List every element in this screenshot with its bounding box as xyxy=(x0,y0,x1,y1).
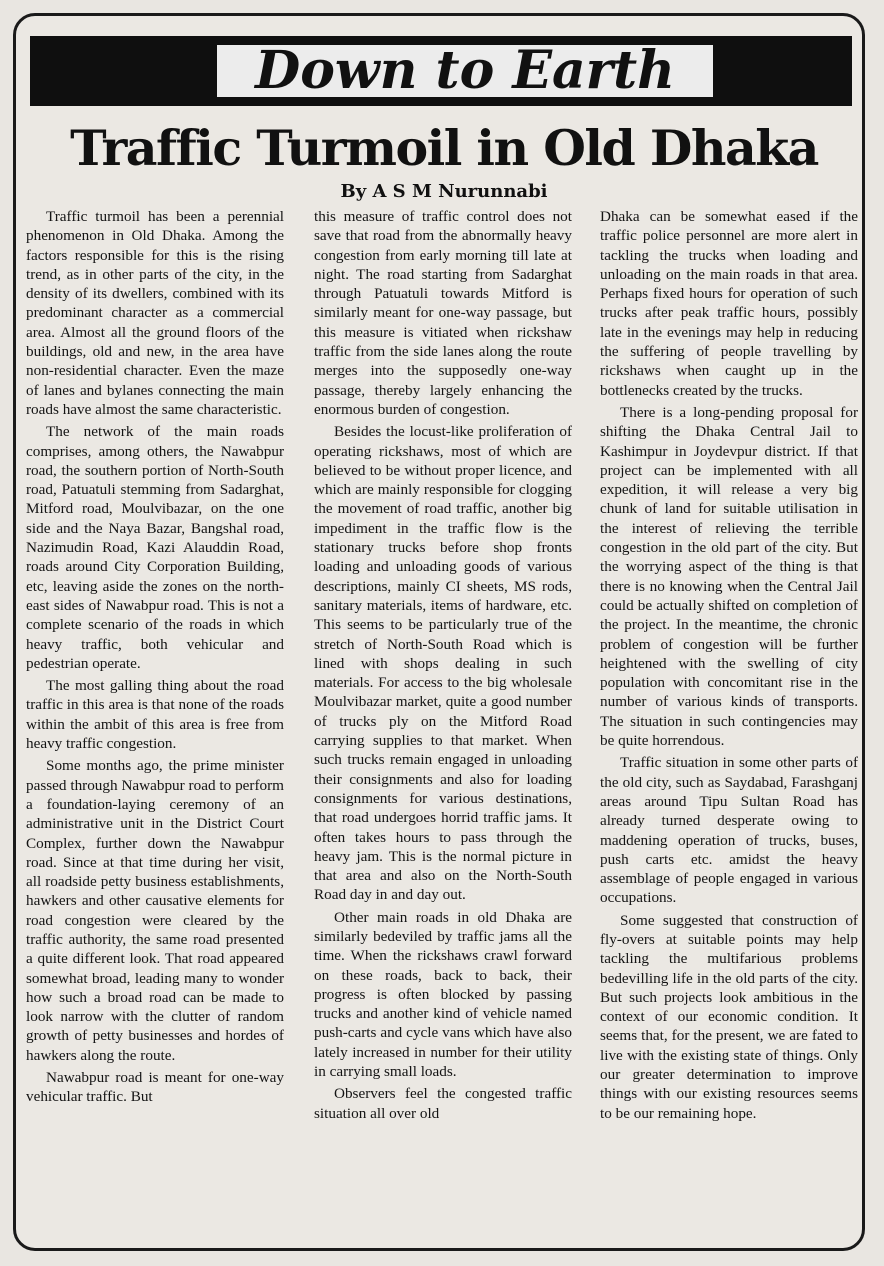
paragraph-continued: this measure of traffic control does not save that road from the abnormally heavy congestion from early morning till late at night. The road starting from Sadarghat through Patuatuli towards Mitford is similarly meant for one-way passage, but this measure is vitiated when rickshaw traffic from the side lanes along the route merges into the supposedly one-way passage, thereby largely enhancing the enormous burden of congestion. xyxy=(314,208,572,418)
paragraph: The most galling thing about the road traffic in this area is that none of the roads within the ambit of this area is free from heavy traffic congestion. xyxy=(26,677,284,753)
column-title: Down to Earth xyxy=(255,40,675,101)
text-column-3 xyxy=(600,207,858,1243)
paragraph: Other main roads in old Dhaka are similarly bedeviled by traffic jams all the time. When the rickshaws crawl forward on these roads, back to back, their progress is often blocked by passing trucks and another kind of vehicle named push-carts and cycle vans which have also lately increased in number for their utility in carrying small loads. xyxy=(314,908,572,1081)
paragraph: Some suggested that construction of fly-overs at suitable points may help tackling the multifarious problems bedevilling life in the old parts of the city. But such projects look ambitious in the context of our economic condition. It seems that, for the present, we are fated to live with the existing state of things. Only our greater determination to improve things with our existing resources seems to be our remaining hope. xyxy=(600,911,858,1122)
column-banner xyxy=(30,36,852,106)
article-headline: Traffic Turmoil in Old Dhaka xyxy=(70,119,818,177)
text-column-1 xyxy=(26,207,284,1243)
paragraph: There is a long-pending proposal for shifting the Dhaka Central Jail to Kashimpur in Joydevpur district. If that project can be implemented with all expedition, it will release a very big chunk of land for suitable utilisation in the interest of relieving the terrible congestion in the old part of the city. But the worrying aspect of the thing is that there is no knowing when the Central Jail could be actually shifted on completion of the project. In the meantime, the chronic problem of congestion will be further heightened with the swelling of city population with concomitant rise in the number of various kinds of transports. The situation in such contingencies may be quite horrendous. xyxy=(600,403,858,750)
paragraph: Some months ago, the prime minister passed through Nawabpur road to perform a foundation-laying ceremony of an administrative unit in the District Court Complex, further down the Nawabpur road. Since at that time during her visit, all roadside petty business establishments, hawkers and other causative elements for road congestion were cleared by the traffic authority, the same road presented a quite different look. That road appeared somewhat broad, leading many to wonder how such a broad road can be made to look narrow with the clutter of random growth of petty businesses and hordes of hawkers along the route. xyxy=(26,757,284,1064)
paragraph: Traffic situation in some other parts of the old city, such as Saydabad, Farashganj areas around Tipu Sultan Road has already turned desperate owing to maddening operation of trucks, buses, push carts etc. amidst the heavy assemblage of people engaged in various occupations. xyxy=(600,754,858,907)
paragraph-continued: Dhaka can be somewhat eased if the traffic police personnel are more alert in tackling the trucks when loading and unloading on the main roads in that area. Perhaps fixed hours for operation of such trucks after peak traffic hours, possibly late in the evenings may help in reducing the suffering of people travelling by rickshaws when caught up in the bottlenecks created by the trucks. xyxy=(600,208,858,399)
banner-title-box xyxy=(215,40,715,101)
article-byline: By A S M Nurunnabi xyxy=(340,181,548,202)
paragraph: Observers feel the congested traffic situation all over old xyxy=(314,1085,572,1122)
text-column-2 xyxy=(314,207,572,1243)
paragraph: The network of the main roads comprises, among others, the Nawabpur road, the southern portion of North-South road, Patuatuli stemming from Sadarghat, Mitford road, Moulvibazar, on the one side and the Naya Bazar, Bangshal road, Nazimudin Road, Kazi Alauddin Road, roads around City Corporation Building, etc, leaving aside the zones on the north-east sides of Nawabpur road. This is not a complete scenario of the roads in which heavy traffic, both vehicular and pedestrian operate. xyxy=(26,423,284,672)
paragraph: Traffic turmoil has been a perennial phenomenon in Old Dhaka. Among the factors responsible for this is the rising trend, as in other parts of the city, in the density of its dwellers, combined with its predominant character as a commercial area. Almost all the ground floors of the buildings, old and new, in the area have non-residential character. Even the maze of lanes and bylanes connecting the main roads have almost the same characteristic. xyxy=(26,208,284,418)
paragraph: Nawabpur road is meant for one-way vehicular traffic. But xyxy=(26,1069,284,1106)
paragraph: Besides the locust-like proliferation of operating rickshaws, most of which are believed to be without proper licence, and which are mainly responsible for clogging the movement of road traffic, another big impediment in the traffic flow is the stationary trucks before shop fronts loading and unloading goods of various descriptions, mainly CI sheets, MS rods, sanitary materials, items of hardware, etc. This seems to be particularly true of the stretch of North-South Road which is lined with shops dealing in such materials. For access to the big wholesale Moulvibazar market, quite a good number of trucks ply on the Mitford Road carrying supplies to that market. When such trucks remain engaged in unloading their consignments and also for loading consignments for various destinations, that road undergoes horrid traffic jams. It often takes hours to pass through the heavy jam. This is the normal picture in that area and also on the North-South Road day in and day out. xyxy=(314,423,572,904)
